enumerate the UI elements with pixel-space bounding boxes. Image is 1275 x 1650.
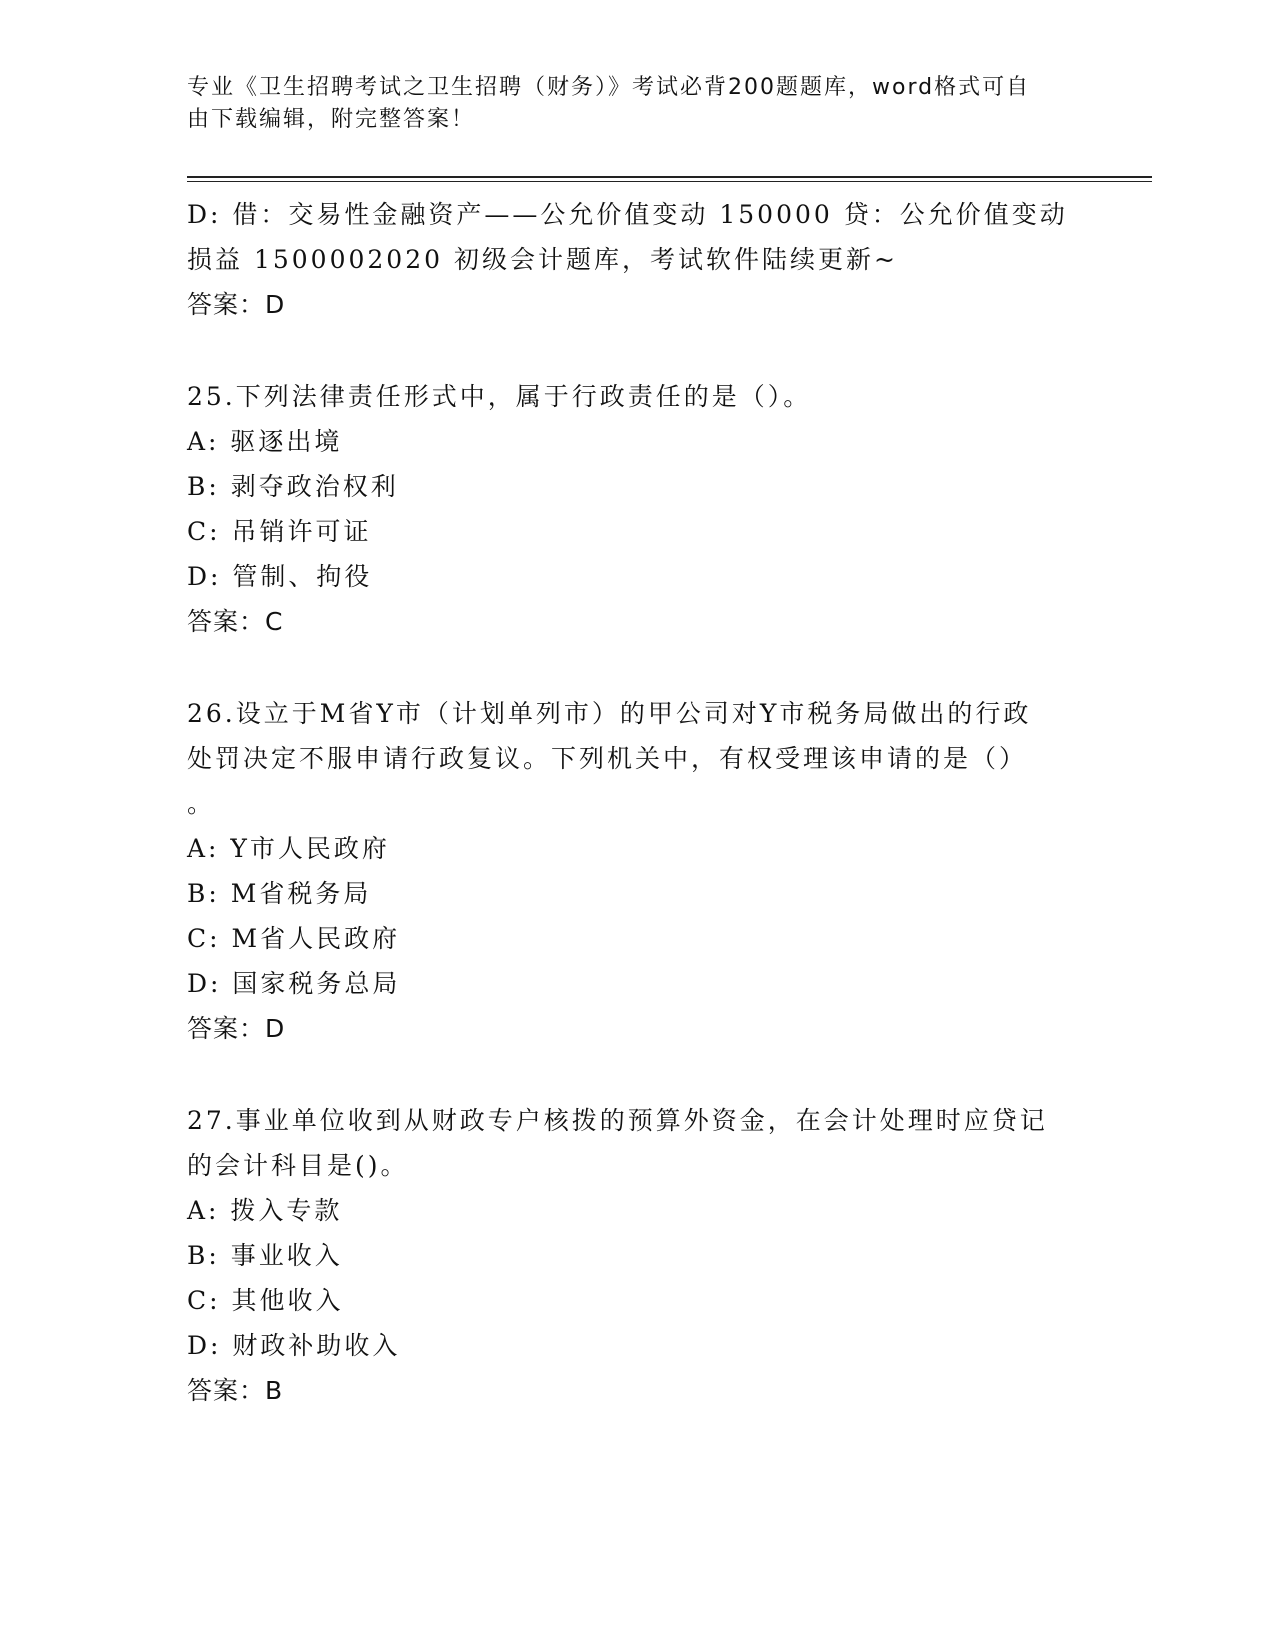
option-b: B: M省税务局 [187,879,372,908]
option-d-line-2: 损益 1500002020 初级会计题库，考试软件陆续更新~ [187,245,898,274]
answer-line: 答案：C [187,607,284,636]
option-b: B: 剥夺政治权利 [187,472,399,501]
question-26 [187,691,1087,1051]
option-d-line-1: D: 借：交易性金融资产——公允价值变动 150000 贷：公允价值变动 [187,200,1068,229]
question-list [187,192,1087,1413]
question-stem: 的会计科目是()。 [187,1151,409,1180]
option-c: C: 其他收入 [187,1286,344,1315]
header-divider [187,176,1152,178]
question-stem: 处罚决定不服申请行政复议。下列机关中，有权受理该申请的是（） [187,744,1028,773]
answer-line: 答案：B [187,1376,284,1405]
question-27 [187,1098,1087,1413]
header-line-2: 由下载编辑，附完整答案！ [187,107,476,132]
option-a: A: Y市人民政府 [187,834,390,863]
answer-line: 答案：D [187,1014,286,1043]
option-b: B: 事业收入 [187,1241,343,1270]
header-line-1: 专业《卫生招聘考试之卫生招聘（财务）》考试必背200题题库，word格式可自 [187,75,1031,100]
option-d: D: 国家税务总局 [187,969,401,998]
answer-line: 答案：D [187,290,286,319]
option-d: D: 财政补助收入 [187,1331,401,1360]
document-header [187,72,1067,136]
question-stem: 26.设立于M省Y市（计划单列市）的甲公司对Y市税务局做出的行政 [187,699,1032,728]
question-stem: 25.下列法律责任形式中，属于行政责任的是（）。 [187,382,812,411]
question-stem: 27.事业单位收到从财政专户核拨的预算外资金，在会计处理时应贷记 [187,1106,1048,1135]
question-25 [187,374,1087,644]
option-a: A: 拨入专款 [187,1196,343,1225]
option-d: D: 管制、拘役 [187,562,373,591]
question-stem: 。 [187,789,216,818]
previous-question-tail [187,192,1087,327]
option-c: C: M省人民政府 [187,924,401,953]
header-divider-thin [187,181,1152,182]
option-c: C: 吊销许可证 [187,517,372,546]
option-a: A: 驱逐出境 [187,427,343,456]
